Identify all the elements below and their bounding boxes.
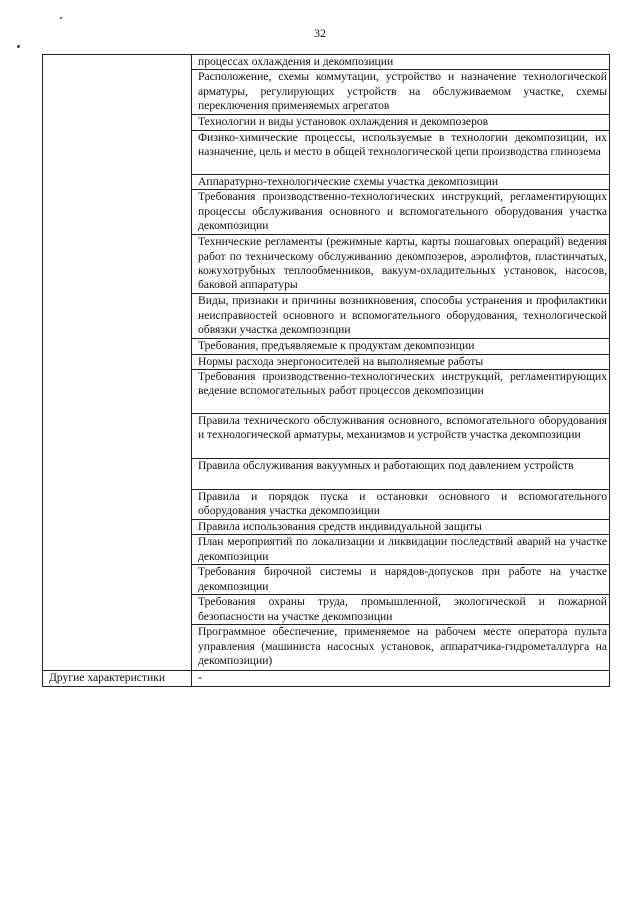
requirements-table: [42, 54, 610, 687]
knowledge-item: Правила технического обслуживания основного, вспомогательного оборудования и технологической арматуры, механизмов и устройств участка декомпозиции: [192, 414, 610, 459]
knowledge-item: Требования производственно-технологических инструкций, регламентирующих процессы обслуживания основного и вспомогательного оборудования участка декомпозиции: [192, 190, 610, 235]
knowledge-item: План мероприятий по локализации и ликвидации последствий аварий на участке декомпозиции: [192, 535, 610, 565]
knowledge-item: Правила использования средств индивидуальной защиты: [192, 520, 610, 535]
knowledge-item: процессах охлаждения и декомпозиции: [192, 55, 610, 70]
scan-speck: [17, 45, 20, 48]
knowledge-item: Правила и порядок пуска и остановки основного и вспомогательного оборудования участка декомпозиции: [192, 490, 610, 520]
knowledge-item: Технологии и виды установок охлаждения и декомпозеров: [192, 115, 610, 130]
knowledge-item: Расположение, схемы коммутации, устройство и назначение технологической арматуры, регулирующих устройств на обслуживаемом участке, схемы переключения применяемых агрегатов: [192, 70, 610, 115]
table-row: [43, 55, 610, 70]
page-number: 32: [314, 26, 326, 40]
knowledge-item: Требования, предъявляемые к продуктам декомпозиции: [192, 339, 610, 354]
knowledge-item: Аппаратурно-технологические схемы участка декомпозиции: [192, 174, 610, 189]
knowledge-item: Нормы расхода энергоносителей на выполняемые работы: [192, 354, 610, 369]
knowledge-item: Требования охраны труда, промышленной, экологической и пожарной безопасности на участке декомпозиции: [192, 595, 610, 625]
knowledge-item: Виды, признаки и причины возникновения, способы устранения и профилактики неисправностей основного и вспомогательного оборудования, технологической обвязки участка декомпозиции: [192, 294, 610, 339]
knowledge-item: Правила обслуживания вакуумных и работающих под давлением устройств: [192, 459, 610, 490]
knowledge-item: Программное обеспечение, применяемое на рабочем месте оператора пульта управления (машиниста насосных установок, аппаратчика-гидрометаллурга на декомпозиции): [192, 625, 610, 671]
other-characteristics-row: [43, 671, 610, 686]
scan-speck: [60, 17, 62, 19]
knowledge-item: Технические регламенты (режимные карты, карты пошаговых операций) ведения работ по техническому обслуживанию декомпозеров, аэролифтов, пластинчатых, кожухотрубных теплообменников, вакуум-охладительных установок, насосов, баковой аппаратуры: [192, 235, 610, 294]
knowledge-item: Требования производственно-технологических инструкций, регламентирующих ведение вспомогательных работ процессов декомпозиции: [192, 370, 610, 414]
other-characteristics-label: Другие характеристики: [43, 671, 192, 686]
knowledge-item: Физико-химические процессы, используемые в технологии декомпозиции, их назначение, цель и место в общей технологической цепи производства глинозема: [192, 130, 610, 174]
other-characteristics-value: -: [192, 671, 610, 686]
left-column-empty: [43, 55, 192, 671]
knowledge-item: Требования бирочной системы и нарядов-допусков при работе на участке декомпозиции: [192, 565, 610, 595]
